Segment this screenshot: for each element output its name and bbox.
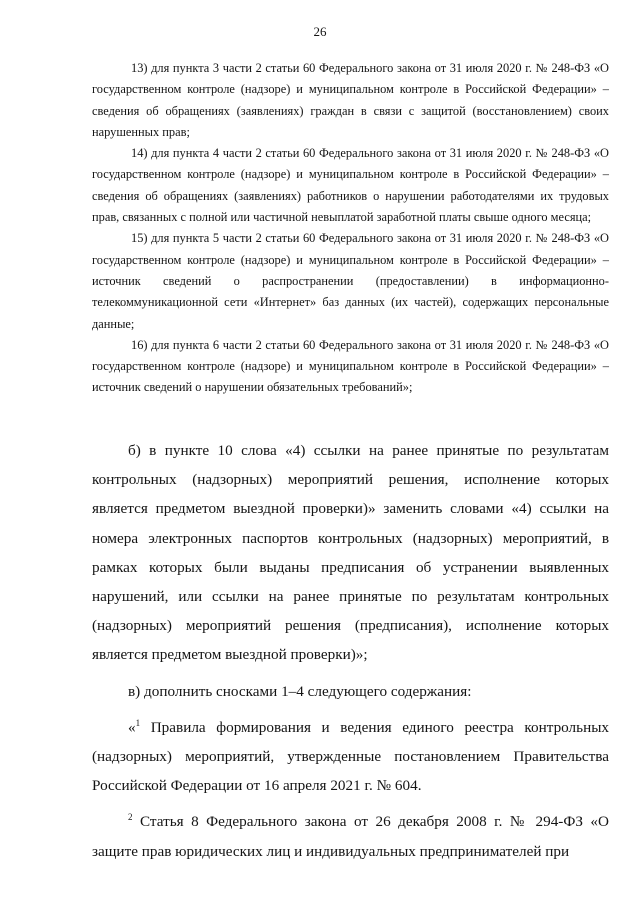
amendment-items-list: [92, 58, 609, 399]
subitem-b-paragraph: б) в пункте 10 слова «4) ссылки на ранее принятые по результатам контрольных (надзорных) мероприятий решения, исполнение которых является предметом выездной проверки)» заменить словами «4) ссылки на номера электронных паспортов контрольных (надзорных) мероприятий, в рамках которых были выданы предписания об устранении выявленных нарушений, или ссылки на ранее принятые по результатам контрольных (надзорных) мероприятий решения (предписания), исполнение которых является предметом выездной проверки)»;: [92, 442, 609, 664]
footnote-2-text: Статья 8 Федерального закона от 26 декабря 2008 г. № 294-ФЗ «О защите прав юридических лиц и индивидуальных предпринимателей при: [92, 813, 609, 860]
quote-open: «: [128, 718, 136, 736]
footnote-1-paragraph: [92, 713, 609, 801]
footnote-2-paragraph: [92, 807, 609, 865]
item-13-paragraph: 13) для пункта 3 части 2 статьи 60 Федерального закона от 31 июля 2020 г. № 248-ФЗ «О государственном контроле (надзоре) и муниципальном контроле в Российской Федерации» – сведения об обращениях (заявлениях) граждан в связи с защитой (восстановлением) своих нарушенных прав;: [92, 61, 609, 139]
item-14-paragraph: 14) для пункта 4 части 2 статьи 60 Федерального закона от 31 июля 2020 г. № 248-ФЗ «О государственном контроле (надзоре) и муниципальном контроле в Российской Федерации» – сведения об обращениях (заявлениях) работников о нарушении работодателями их трудовых прав, связанных с полной или частичной невыплатой заработной платы свыше одного месяца;: [92, 146, 609, 225]
amendment-body: [92, 436, 609, 866]
page-number: 26: [313, 24, 327, 39]
footnote-1-marker: 1: [135, 717, 141, 728]
item-16-paragraph: 16) для пункта 6 части 2 статьи 60 Федерального закона от 31 июля 2020 г. № 248-ФЗ «О государственном контроле (надзоре) и муниципальном контроле в Российской Федерации» – источник сведений о нарушении обязательных требований»;: [92, 337, 609, 395]
item-15-paragraph: 15) для пункта 5 части 2 статьи 60 Федерального закона от 31 июля 2020 г. № 248-ФЗ «О государственном контроле (надзоре) и муниципальном контроле в Российской Федерации» – источник сведений о распространении (предоставлении) в информационно-телекоммуникационной сети «Интернет» баз данных (их частей), содержащих персональные данные;: [92, 231, 609, 331]
subitem-v-paragraph: в) дополнить сносками 1–4 следующего содержания:: [128, 682, 472, 700]
footnote-2-marker: 2: [128, 812, 133, 823]
footnote-1-text: Правила формирования и ведения единого реестра контрольных (надзорных) мероприятий, утвержденные постановлением Правительства Российской Федерации от 16 апреля 2021 г. № 604.: [92, 718, 609, 795]
